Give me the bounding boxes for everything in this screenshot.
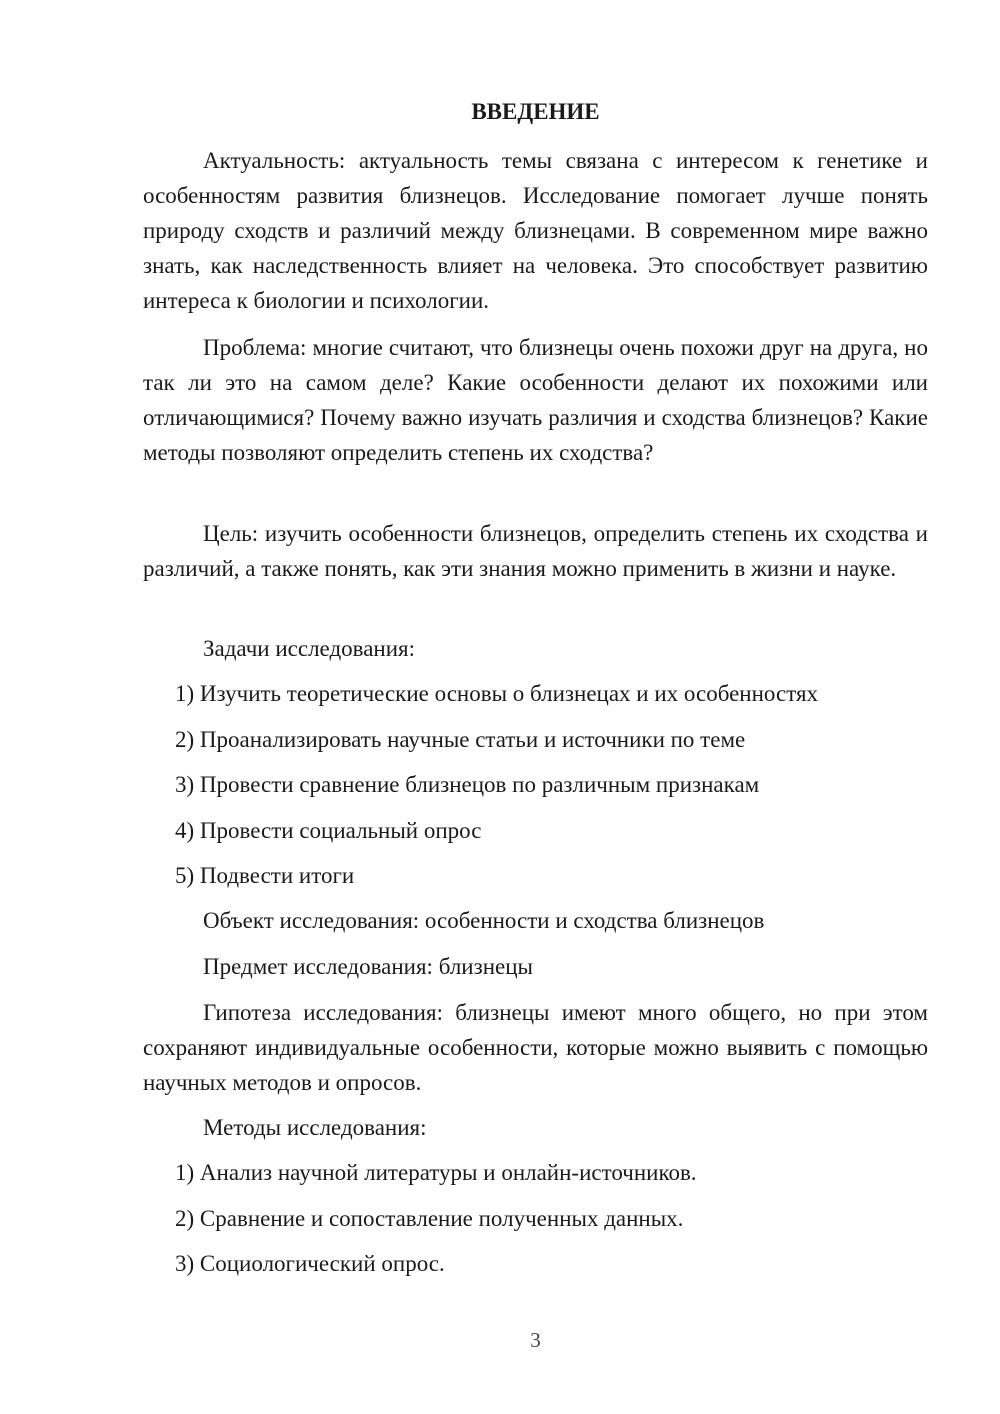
methods-heading: Методы исследования: — [203, 1115, 427, 1140]
document-page — [143, 0, 928, 1414]
relevance-paragraph: Актуальность: актуальность темы связана с интересом к генетике и особенностям развития близнецов. Исследование помогает лучше понять природу сходств и различий между близнецами. В современном мире важно знать, как наследственность влияет на человека. Это способствует развитию интереса к биологии и психологии. — [143, 148, 928, 313]
task-item-5: 5) Подвести итоги — [175, 863, 355, 888]
task-item-3: 3) Провести сравнение близнецов по различным признакам — [175, 772, 760, 797]
research-object: Объект исследования: особенности и сходства близнецов — [203, 908, 765, 933]
task-item-1: 1) Изучить теоретические основы о близнецах и их особенностях — [175, 681, 819, 706]
method-item-3: 3) Социологический опрос. — [175, 1251, 445, 1276]
goal-paragraph: Цель: изучить особенности близнецов, определить степень их сходства и различий, а также понять, как эти знания можно применить в жизни и науке. — [143, 521, 928, 581]
task-item-2: 2) Проанализировать научные статьи и источники по теме — [175, 727, 746, 752]
method-item-2: 2) Сравнение и сопоставление полученных данных. — [175, 1206, 684, 1231]
tasks-heading: Задачи исследования: — [203, 636, 416, 661]
method-item-1: 1) Анализ научной литературы и онлайн-источников. — [175, 1160, 697, 1185]
page-title: ВВЕДЕНИЕ — [471, 99, 600, 124]
problem-paragraph: Проблема: многие считают, что близнецы очень похожи друг на друга, но так ли это на самом деле? Какие особенности делают их похожими или отличающимися? Почему важно изучать различия и сходства близнецов? Какие методы позволяют определить степень их сходства? — [143, 335, 928, 465]
research-subject: Предмет исследования: близнецы — [203, 954, 533, 979]
task-item-4: 4) Провести социальный опрос — [175, 818, 482, 843]
page-number: 3 — [530, 1328, 541, 1352]
hypothesis-paragraph: Гипотеза исследования: близнецы имеют много общего, но при этом сохраняют индивидуальные особенности, которые можно выявить с помощью научных методов и опросов. — [143, 1000, 928, 1095]
